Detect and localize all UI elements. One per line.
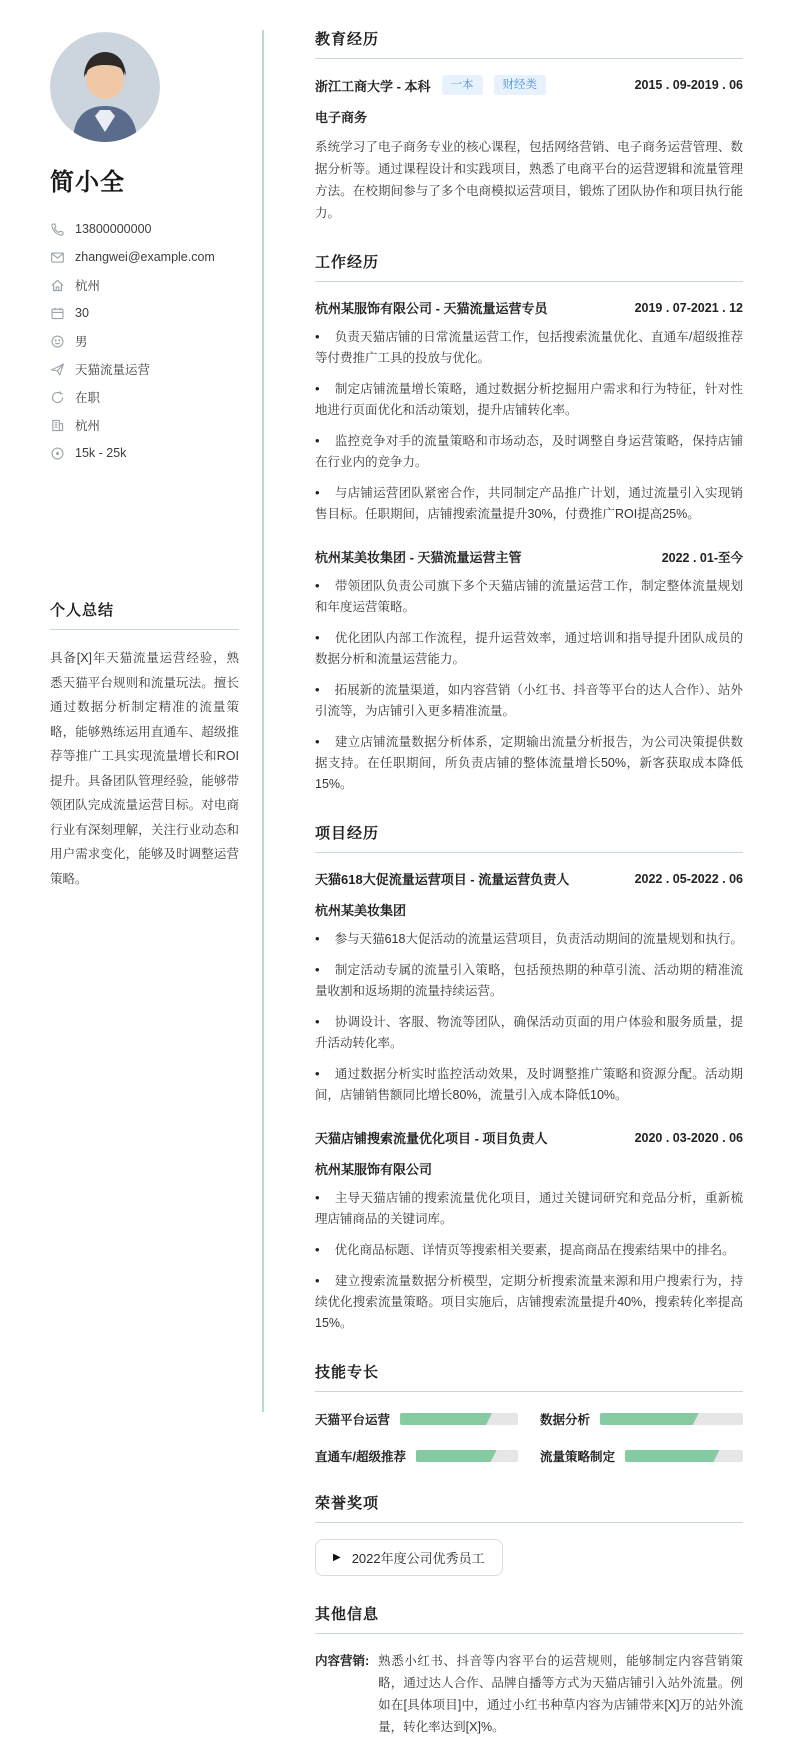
skill-fill: [625, 1450, 719, 1462]
job-bullets: [315, 575, 743, 795]
contact-position: [50, 355, 239, 383]
skill-bar: [400, 1413, 518, 1425]
contact-location: [50, 271, 239, 299]
honors-title: 荣誉奖项: [315, 1492, 743, 1523]
project-heading: 天猫店铺搜索流量优化项目 - 项目负责人: [315, 1131, 548, 1146]
education-section: [315, 28, 743, 224]
job-bullet: • 负责天猫店铺的日常流量运营工作，包括搜索流量优化、直通车/超级推荐等付费推广工具的投放与优化。: [315, 326, 743, 369]
contact-location-value: 杭州: [75, 279, 101, 293]
skill-row: [315, 1410, 518, 1428]
contact-salary: [50, 439, 239, 467]
job-bullet: • 建立店铺流量数据分析体系，定期输出流量分析报告，为公司决策提供数据支持。在任职期间，所负责店铺的整体流量增长50%，新客获取成本降低15%。: [315, 731, 743, 795]
contact-salary-value: 15k - 25k: [75, 446, 127, 460]
contact-email: [50, 243, 239, 271]
education-date: 2015 . 09-2019 . 06: [634, 78, 743, 92]
job-bullet: • 与店铺运营团队紧密合作，共同制定产品推广计划，通过流量引入实现销售目标。任职期间，店铺搜索流量提升30%，付费推广ROI提高25%。: [315, 482, 743, 525]
contact-status: [50, 383, 239, 411]
skills-title: 技能专长: [315, 1361, 743, 1392]
job-date: 2019 . 07-2021 . 12: [634, 300, 743, 315]
other-info-row: [315, 1650, 743, 1738]
education-entry-head: [315, 75, 743, 95]
main-content: [263, 0, 794, 1734]
skill-bar: [416, 1450, 518, 1462]
person-name: 简小全: [50, 169, 125, 196]
job-bullets: [315, 326, 743, 525]
other-info-title: 其他信息: [315, 1603, 743, 1634]
project-entry-head: [315, 869, 743, 888]
city-icon: [50, 418, 65, 433]
skill-bar: [600, 1413, 743, 1425]
skills-grid: [315, 1410, 743, 1465]
work-entry-head: [315, 298, 743, 317]
contact-city: [50, 411, 239, 439]
honor-label: 2022年度公司优秀员工: [351, 1551, 485, 1566]
home-icon: [50, 278, 65, 293]
project-bullet: • 主导天猫店铺的搜索流量优化项目，通过关键词研究和竞品分析，重新梳理店铺商品的关键词库。: [315, 1187, 743, 1230]
education-title: 教育经历: [315, 28, 743, 59]
project-bullet: • 协调设计、客服、物流等团队，确保活动页面的用户体验和服务质量，提升活动转化率。: [315, 1011, 743, 1054]
contact-status-value: 在职: [75, 391, 101, 405]
contact-email-value: zhangwei@example.com: [75, 250, 215, 264]
skills-section: [315, 1361, 743, 1465]
salary-icon: [50, 446, 65, 461]
work-section: [315, 251, 743, 795]
job-heading: 杭州某服饰有限公司 - 天猫流量运营专员: [315, 301, 548, 316]
honor-item[interactable]: [315, 1539, 503, 1576]
project-bullet: • 通过数据分析实时监控活动效果，及时调整推广策略和资源分配。活动期间，店铺销售额同比增长80%，流量引入成本降低10%。: [315, 1063, 743, 1106]
phone-icon: [50, 222, 65, 237]
work-entry-head: [315, 547, 743, 566]
job-bullet: • 带领团队负责公司旗下多个天猫店铺的流量运营工作，制定整体流量规划和年度运营策略。: [315, 575, 743, 618]
project-date: 2020 . 03-2020 . 06: [634, 1130, 743, 1145]
project-date: 2022 . 05-2022 . 06: [634, 871, 743, 886]
other-info-section: [315, 1603, 743, 1738]
projects-title: 项目经历: [315, 822, 743, 853]
work-title: 工作经历: [315, 251, 743, 282]
contact-age: [50, 299, 239, 327]
project-entry-head: [315, 1128, 743, 1147]
project-entry: [315, 869, 743, 1106]
sidebar: [0, 0, 263, 1450]
skill-label: 天猫平台运营: [315, 1413, 391, 1427]
projects-section: [315, 822, 743, 1334]
avatar: [50, 32, 160, 142]
contact-phone: [50, 215, 239, 243]
contact-position-value: 天猫流量运营: [75, 363, 151, 377]
skill-bar: [625, 1450, 743, 1462]
skill-row: [540, 1410, 743, 1428]
contact-gender-value: 男: [75, 335, 88, 349]
honors-section: [315, 1492, 743, 1576]
job-date: 2022 . 01-至今: [661, 550, 743, 565]
mail-icon: [50, 250, 65, 265]
skill-label: 流量策略制定: [540, 1450, 616, 1464]
position-icon: [50, 362, 65, 377]
project-company: 杭州某服饰有限公司: [315, 1162, 433, 1177]
project-bullet: • 参与天猫618大促活动的流量运营项目，负责活动期间的流量规划和执行。: [315, 928, 743, 950]
job-bullet: • 拓展新的流量渠道，如内容营销（小红书、抖音等平台的达人合作）、站外引流等，为店铺引入更多精准流量。: [315, 679, 743, 722]
project-company: 杭州某美妆集团: [315, 903, 407, 918]
contact-phone-value: 13800000000: [75, 222, 152, 236]
contact-age-value: 30: [75, 306, 89, 320]
education-major: 电子商务: [315, 110, 368, 125]
skill-label: 直通车/超级推荐: [315, 1450, 406, 1464]
work-entry: [315, 547, 743, 795]
education-badge-tier: 一本: [442, 75, 483, 95]
vertical-divider: [262, 30, 264, 1412]
personal-summary-title: 个人总结: [50, 599, 239, 630]
contact-gender: [50, 327, 239, 355]
status-icon: [50, 390, 65, 405]
skill-label: 数据分析: [540, 1413, 591, 1427]
contact-city-value: 杭州: [75, 419, 101, 433]
personal-summary-section: [50, 599, 239, 891]
job-bullet: • 监控竞争对手的流量策略和市场动态，及时调整自身运营策略，保持店铺在行业内的竞争力。: [315, 430, 743, 473]
education-description: 系统学习了电子商务专业的核心课程，包括网络营销、电子商务运营管理、数据分析等。通过课程设计和实践项目，熟悉了电商平台的运营逻辑和流量管理方法。在校期间参与了多个电商模拟运营项目，锻炼了团队协作和项目执行能力。: [315, 140, 743, 220]
other-info-label: 内容营销:: [315, 1654, 370, 1668]
school-name: 浙江工商大学 - 本科: [315, 78, 431, 94]
skill-fill: [416, 1450, 497, 1462]
project-entry: [315, 1128, 743, 1334]
play-triangle-icon: ▶: [333, 1551, 341, 1563]
project-bullet: • 制定活动专属的流量引入策略，包括预热期的种草引流、活动期的精准流量收割和返场期的流量持续运营。: [315, 959, 743, 1002]
skill-fill: [400, 1413, 492, 1425]
project-bullet: • 优化商品标题、详情页等搜索相关要素，提高商品在搜索结果中的排名。: [315, 1239, 743, 1261]
project-bullets: [315, 1187, 743, 1334]
skill-fill: [600, 1413, 699, 1425]
job-heading: 杭州某美妆集团 - 天猫流量运营主管: [315, 550, 522, 565]
job-bullet: • 优化团队内部工作流程，提升运营效率，通过培训和指导提升团队成员的数据分析和流量运营能力。: [315, 627, 743, 670]
contact-list: [50, 215, 239, 467]
project-bullets: [315, 928, 743, 1106]
project-bullet: • 建立搜索流量数据分析模型，定期分析搜索流量来源和用户搜索行为，持续优化搜索流量策略。项目实施后，店铺搜索流量提升40%，搜索转化率提高15%。: [315, 1270, 743, 1334]
personal-summary-text: 具备[X]年天猫流量运营经验，熟悉天猫平台规则和流量玩法。擅长通过数据分析制定精准的流量策略，能够熟练运用直通车、超级推荐等推广工具实现流量增长和ROI提升。具备团队管理经验，能够带领团队完成流量运营目标。对电商行业有深刻理解，关注行业动态和用户需求变化，能够及时调整运营策略。: [50, 651, 239, 886]
education-badge-category: 财经类: [494, 75, 547, 95]
project-heading: 天猫618大促流量运营项目 - 流量运营负责人: [315, 872, 570, 887]
work-entry: [315, 298, 743, 525]
age-icon: [50, 306, 65, 321]
gender-icon: [50, 334, 65, 349]
job-bullet: • 制定店铺流量增长策略，通过数据分析挖掘用户需求和行为特征，针对性地进行页面优化和活动策划，提升店铺转化率。: [315, 378, 743, 421]
other-info-text: 熟悉小红书、抖音等内容平台的运营规则，能够制定内容营销策略，通过达人合作、品牌自播等方式为天猫店铺引入站外流量。例如在[具体项目]中，通过小红书种草内容为店铺带来[X]万的站外流量，转化率达到[X]%。: [378, 1654, 743, 1734]
